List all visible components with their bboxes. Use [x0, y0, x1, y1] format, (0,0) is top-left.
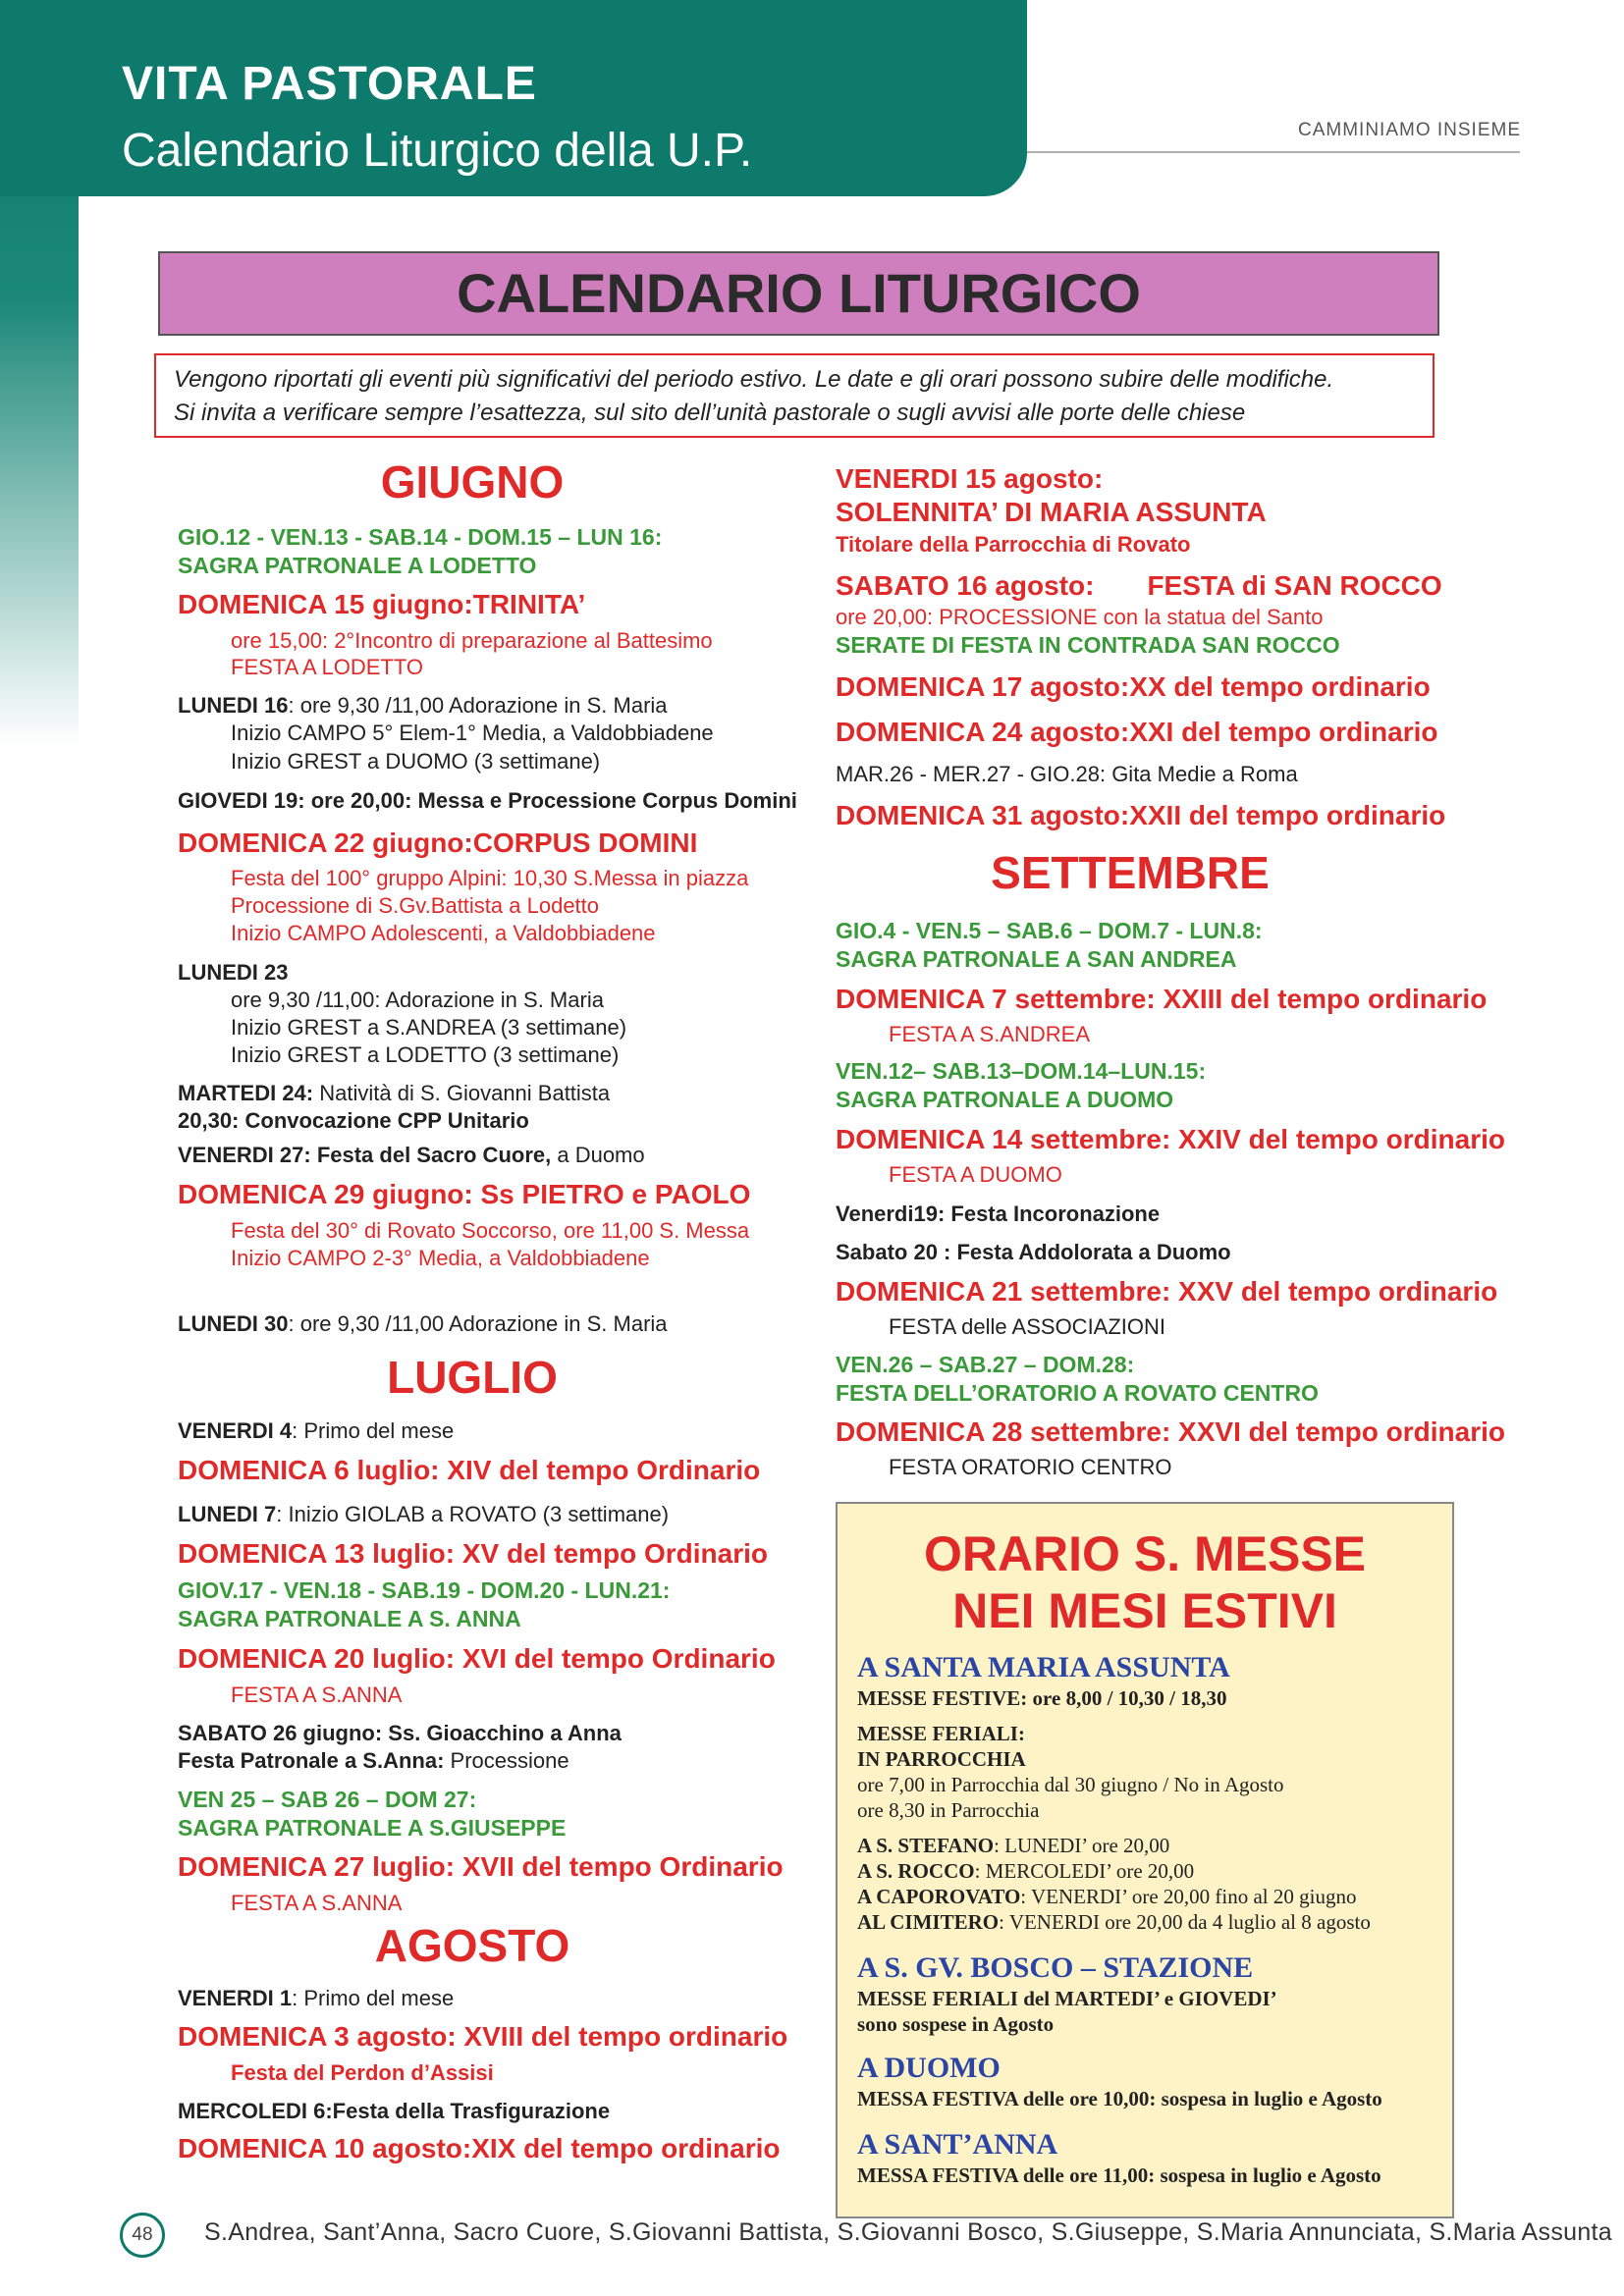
mass-line — [857, 1859, 1194, 1884]
event-line: VEN.26 – SAB.27 – DOM.28: — [836, 1352, 1135, 1377]
event-line: MERCOLEDI 6:Festa della Trasfigurazione — [178, 2099, 611, 2123]
event-day: VENERDI 4 — [178, 1418, 293, 1443]
sunday-heading: DOMENICA 21 settembre: XXV del tempo ordinario — [836, 1276, 1498, 1307]
mass-line: MESSE FESTIVE: ore 8,00 / 10,30 / 18,30 — [857, 1686, 1227, 1710]
sunday-heading: DOMENICA 6 luglio: XIV del tempo Ordinario — [178, 1455, 761, 1485]
sunday-heading: DOMENICA 14 settembre: XXIV del tempo ordinario — [836, 1124, 1505, 1154]
mass-line: MESSA FESTIVA delle ore 10,00: sospesa in luglio e Agosto — [857, 2087, 1382, 2110]
event-line: Titolare della Parrocchia di Rovato — [836, 532, 1191, 557]
left-column — [178, 0, 797, 2209]
event-line: GIO.12 - VEN.13 - SAB.14 - DOM.15 – LUN 16: — [178, 524, 663, 550]
mass-time: : VENERDI’ ore 20,00 fino al 20 giugno — [1020, 1885, 1357, 1908]
sunday-heading: DOMENICA 7 settembre: XXIII del tempo ordinario — [836, 984, 1488, 1014]
mass-place: A S. ROCCO — [857, 1859, 975, 1883]
event-line: FESTA A LODETTO — [231, 655, 424, 679]
event-day: VENERDI 27: Festa del Sacro Cuore, — [178, 1143, 552, 1167]
page-number: 48 — [120, 2213, 165, 2258]
event-line: SERATE DI FESTA IN CONTRADA SAN ROCCO — [836, 632, 1340, 658]
church-heading: A S. GV. BOSCO – STAZIONE — [857, 1951, 1254, 1984]
section-title: VITA PASTORALE — [122, 58, 537, 110]
event-line: VEN 25 – SAB 26 – DOM 27: — [178, 1787, 477, 1812]
month-heading: SETTEMBRE — [991, 847, 1270, 898]
event-text: Natività di S. Giovanni Battista — [313, 1081, 611, 1105]
event-line: SAGRA PATRONALE A DUOMO — [836, 1087, 1174, 1112]
event-line: FESTA A DUOMO — [889, 1162, 1062, 1187]
event-text: : Primo del mese — [292, 1986, 455, 2010]
mass-line: MESSE FERIALI del MARTEDI’ e GIOVEDI’ — [857, 1987, 1277, 2010]
month-heading: GIUGNO — [380, 456, 565, 507]
page-title: CALENDARIO LITURGICO — [158, 251, 1439, 336]
section-subtitle: Calendario Liturgico della U.P. — [122, 125, 753, 177]
sunday-heading: DOMENICA 13 luglio: XV del tempo Ordinario — [178, 1538, 769, 1569]
event-text: : ore 9,30 /11,00 Adorazione in S. Maria — [288, 693, 668, 718]
mass-place: A S. STEFANO — [857, 1834, 995, 1857]
event-line: Venerdi19: Festa Incoronazione — [836, 1201, 1161, 1226]
mass-time: : MERCOLEDI’ ore 20,00 — [974, 1859, 1195, 1883]
event-line: Inizio CAMPO Adolescenti, a Valdobbiadene — [231, 921, 656, 945]
event-line: GIOVEDI 19: ore 20,00: Messa e Processione Corpus Domini — [178, 788, 797, 813]
event-line — [178, 1502, 669, 1527]
mass-line: ore 7,00 in Parrocchia dal 30 giugno / No in Agosto — [857, 1773, 1284, 1796]
event-line: FESTA delle ASSOCIAZIONI — [889, 1314, 1166, 1339]
mass-box-title: ORARIO S. MESSE — [923, 1526, 1367, 1581]
event-line: Festa del Perdon d’Assisi — [231, 2060, 494, 2085]
event-line: SABATO 26 giugno: Ss. Gioacchino a Anna — [178, 1721, 622, 1745]
mass-line: ore 8,30 in Parrocchia — [857, 1798, 1040, 1822]
event-line: Inizio CAMPO 2-3° Media, a Valdobbiadene — [231, 1246, 650, 1270]
event-line: Festa del 30° di Rovato Soccorso, ore 11,00 S. Messa — [231, 1218, 750, 1243]
event-heading: VENERDI 15 agosto: — [836, 463, 1104, 494]
mass-line — [857, 1885, 1356, 1909]
mass-line — [857, 1834, 1169, 1858]
event-line: VEN.12– SAB.13–DOM.14–LUN.15: — [836, 1058, 1207, 1084]
event-line: MAR.26 - MER.27 - GIO.28: Gita Medie a Roma — [836, 762, 1298, 786]
event-text: a Duomo — [551, 1143, 645, 1167]
sunday-heading: DOMENICA 28 settembre: XXVI del tempo ordinario — [836, 1416, 1505, 1447]
event-line — [178, 1081, 610, 1106]
event-day: VENERDI 1 — [178, 1986, 293, 2010]
event-line: Inizio GREST a S.ANDREA (3 settimane) — [231, 1015, 627, 1040]
event-line: LUNEDI 23 — [178, 960, 289, 985]
notice-line: Vengono riportati gli eventi più significativi del periodo estivo. Le date e gli orari possono subire delle modifiche. — [174, 366, 1334, 393]
event-line: 20,30: Convocazione CPP Unitario — [178, 1108, 529, 1133]
church-heading: A SANT’ANNA — [857, 2128, 1058, 2161]
sunday-heading: DOMENICA 24 agosto:XXI del tempo ordinario — [836, 717, 1438, 747]
event-line: GIO.4 - VEN.5 – SAB.6 – DOM.7 - LUN.8: — [836, 918, 1263, 943]
event-line — [178, 1311, 668, 1337]
event-text: : Inizio GIOLAB a ROVATO (3 settimane) — [276, 1502, 670, 1526]
event-line: Festa del 100° gruppo Alpini: 10,30 S.Messa in piazza — [231, 866, 749, 890]
event-day: LUNEDI 30 — [178, 1311, 289, 1336]
mass-box-title: NEI MESI ESTIVI — [952, 1583, 1337, 1638]
sunday-heading: DOMENICA 20 luglio: XVI del tempo Ordinario — [178, 1643, 776, 1674]
event-line — [178, 693, 668, 719]
right-column — [836, 0, 1505, 1492]
event-line — [178, 1748, 569, 1774]
sunday-heading: DOMENICA 10 agosto:XIX del tempo ordinario — [178, 2133, 781, 2163]
event-text: Processione — [444, 1748, 569, 1773]
sunday-heading: DOMENICA 29 giugno: Ss PIETRO e PAOLO — [178, 1179, 751, 1209]
event-line — [178, 1143, 645, 1168]
event-line: SAGRA PATRONALE A LODETTO — [178, 553, 537, 578]
event-line: Inizio GREST a DUOMO (3 settimane) — [231, 749, 601, 774]
mass-line: IN PARROCCHIA — [857, 1747, 1026, 1771]
mass-place: A CAPOROVATO — [857, 1885, 1021, 1908]
sunday-heading: DOMENICA 22 giugno:CORPUS DOMINI — [178, 828, 698, 858]
month-heading: AGOSTO — [374, 1920, 570, 1971]
event-text: FESTA di SAN ROCCO — [1147, 570, 1442, 601]
event-line: SAGRA PATRONALE A SAN ANDREA — [836, 946, 1237, 972]
notice-line: Si invita a verificare sempre l’esattezza, sul sito dell’unità pastorale o sugli avvisi alle porte delle chiese — [174, 400, 1246, 426]
event-line — [178, 1418, 454, 1444]
event-day: SABATO 16 agosto: — [836, 570, 1095, 601]
sunday-heading: DOMENICA 31 agosto:XXII del tempo ordinario — [836, 800, 1446, 830]
sunday-heading: DOMENICA 15 giugno:TRINITA’ — [178, 589, 586, 619]
event-line: Inizio CAMPO 5° Elem-1° Media, a Valdobbiadene — [231, 721, 714, 745]
event-line: ore 9,30 /11,00: Adorazione in S. Maria — [231, 988, 604, 1012]
event-text: : Primo del mese — [292, 1418, 455, 1443]
church-heading: A SANTA MARIA ASSUNTA — [857, 1651, 1230, 1683]
sunday-heading: DOMENICA 17 agosto:XX del tempo ordinario — [836, 671, 1431, 702]
footer-parishes: S.Andrea, Sant’Anna, Sacro Cuore, S.Giovanni Battista, S.Giovanni Bosco, S.Giuseppe, S.Maria Annunciata, S.Maria Assunta — [204, 2218, 1612, 2246]
mass-place: AL CIMITERO — [857, 1910, 1000, 1934]
sunday-heading: DOMENICA 27 luglio: XVII del tempo Ordinario — [178, 1851, 784, 1882]
mass-line: MESSE FERIALI: — [857, 1722, 1025, 1745]
event-line — [178, 1986, 454, 2011]
event-line: FESTA A S.ANDREA — [889, 1022, 1090, 1046]
event-line: ore 15,00: 2°Incontro di preparazione al Battesimo — [231, 628, 713, 653]
mass-schedule-box — [836, 1502, 1454, 2218]
event-day: MARTEDI 24: — [178, 1081, 314, 1105]
event-line: Processione di S.Gv.Battista a Lodetto — [231, 893, 600, 918]
event-line: ore 20,00: PROCESSIONE con la statua del Santo — [836, 605, 1324, 629]
event-heading — [836, 570, 1442, 602]
mass-time: : VENERDI ore 20,00 da 4 luglio al 8 agosto — [999, 1910, 1371, 1934]
event-line: FESTA ORATORIO CENTRO — [889, 1455, 1172, 1479]
event-heading: SOLENNITA’ DI MARIA ASSUNTA — [836, 497, 1267, 527]
event-line: Inizio GREST a LODETTO (3 settimane) — [231, 1042, 620, 1067]
event-line: FESTA A S.ANNA — [231, 1891, 403, 1915]
event-line: FESTA A S.ANNA — [231, 1682, 403, 1707]
event-day: LUNEDI 7 — [178, 1502, 277, 1526]
mass-line: MESSA FESTIVA delle ore 11,00: sospesa in luglio e Agosto — [857, 2163, 1381, 2187]
event-line: Sabato 20 : Festa Addolorata a Duomo — [836, 1240, 1231, 1264]
event-line: GIOV.17 - VEN.18 - SAB.19 - DOM.20 - LUN.21: — [178, 1577, 671, 1603]
church-heading: A DUOMO — [857, 2052, 1001, 2084]
event-line: SAGRA PATRONALE A S. ANNA — [178, 1606, 521, 1631]
mass-time: : LUNEDI’ ore 20,00 — [994, 1834, 1170, 1857]
event-line: SAGRA PATRONALE A S.GIUSEPPE — [178, 1815, 567, 1841]
event-day: LUNEDI 16 — [178, 693, 289, 718]
event-line: FESTA DELL’ORATORIO A ROVATO CENTRO — [836, 1380, 1319, 1406]
event-day: Festa Patronale a S.Anna: — [178, 1748, 445, 1773]
sunday-heading: DOMENICA 3 agosto: XVIII del tempo ordinario — [178, 2021, 788, 2052]
mass-line — [857, 1910, 1371, 1935]
event-text: : ore 9,30 /11,00 Adorazione in S. Maria — [288, 1311, 668, 1336]
month-heading: LUGLIO — [387, 1352, 558, 1403]
running-head: CAMMINIAMO INSIEME — [1298, 120, 1522, 140]
mass-line: sono sospese in Agosto — [857, 2012, 1055, 2036]
